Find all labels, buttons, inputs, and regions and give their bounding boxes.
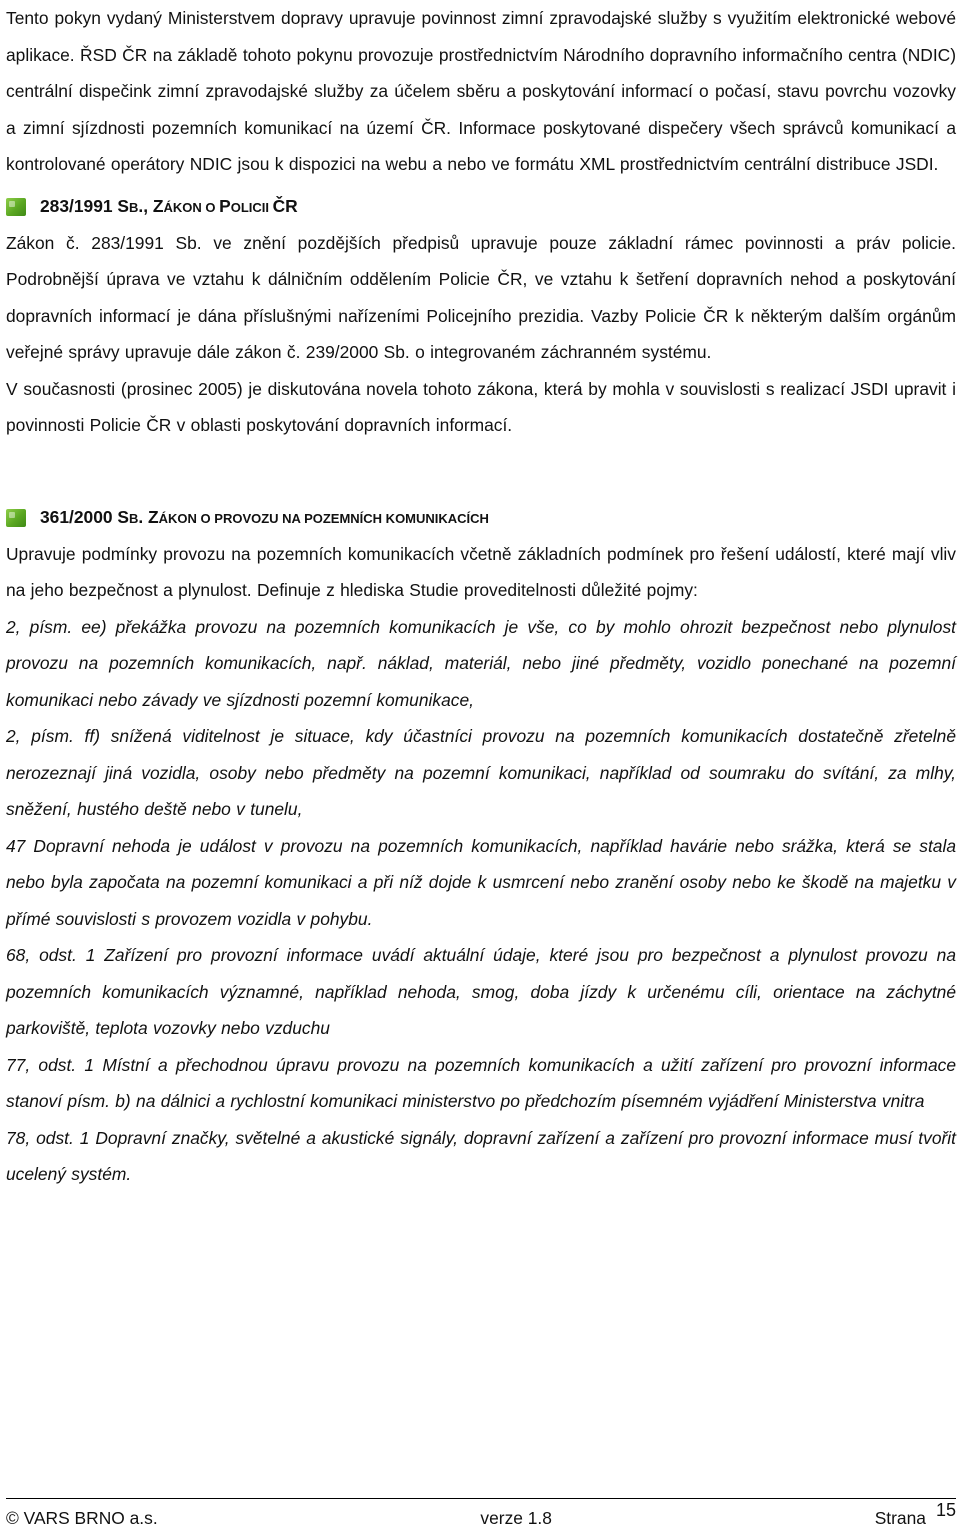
definition-item: 47 Dopravní nehoda je událost v provozu na pozemních komunikacích, například havárie nebo srážka, která se stala nebo byla započata na pozemní komunikaci a při níž dojde k usmrcení nebo zranění osoby nebo ke škodě na majetku v přímé souvislosti s provozem vozidla v pohybu. [6,835,956,929]
document-page [6,0,956,1193]
definition-item: 78, odst. 1 Dopravní značky, světelné a akustické signály, dopravní zařízení a zařízení pro provozní informace musí tvořit ucelený systém. [6,1127,956,1184]
section-heading-361-2000 [6,500,956,536]
intro-paragraph: Tento pokyn vydaný Ministerstvem dopravy upravuje povinnost zimní zpravodajské služby s využitím elektronické webové aplikace. ŘSD ČR na základě tohoto pokynu provozuje prostřednictvím Národního dopravního informačního centra (NDIC) centrální dispečink zimní zpravodajské služby za účelem sběru a poskytování informací o počasí, stavu povrchu vozovky a zimní sjízdnosti pozemních komunikací na území ČR. Informace poskytované dispečery všech správců komunikací a kontrolované operátory NDIC jsou k dispozici na webu a nebo ve formátu XML prostřednictvím centrální distribuce JSDI. [6,8,956,174]
section-title: 361/2000 SB. ZÁKON O PROVOZU NA POZEMNÍCH KOMUNIKACÍCH [40,507,489,527]
section1-paragraph-1: Zákon č. 283/1991 Sb. ve znění pozdějších předpisů upravuje pouze základní rámec povinnosti a práv policie. Podrobnější úprava ve vztahu k dálničním oddělením Policie ČR, ve vztahu k šetření dopravních nehod a poskytování dopravních informací je dána příslušnými nařízeními Policejního prezidia. Vazby Policie ČR k některým dalším orgánům veřejné správy upravuje dále zákon č. 239/2000 Sb. o integrovaném záchranném systému. [6,232,956,362]
green-square-bullet-icon [6,198,26,216]
section2-intro-paragraph: Upravuje podmínky provozu na pozemních komunikacích včetně základních podmínek pro řešení událostí, které mají vliv na jeho bezpečnost a plynulost. Definuje z hlediska Studie proveditelnosti důležité pojmy: [6,543,956,600]
section-title: 283/1991 SB., ZÁKON O POLICII ČR [40,196,298,216]
footer-company: © VARS BRNO a.s. [6,1508,158,1528]
footer-version: verze 1.8 [480,1508,552,1528]
page-footer [6,1498,956,1529]
definition-item: 68, odst. 1 Zařízení pro provozní informace uvádí aktuální údaje, které jsou pro bezpečnost a plynulost provozu na pozemních komunikacích významné, například nehoda, smog, doba jízdy k určenému cíli, orientace na záchytné parkoviště, teplota vozovky nebo vzduchu [6,945,956,1038]
section-heading-283-1991 [6,189,956,225]
footer-page: Strana $^{15}$ [874,1500,956,1528]
definition-item: 2, písm. ee) překážka provozu na pozemních komunikacích je vše, co by mohlo ohrozit bezpečnost nebo plynulost provozu na pozemních komunikacích, např. náklad, materiál, nebo jiné předměty, vozidlo ponechané na pozemní komunikaci nebo závady ve sjízdnosti pozemní komunikace, [6,616,956,710]
definition-item: 2, písm. ff) snížená viditelnost je situace, kdy účastníci provozu na pozemních komunikacích dostatečně zřetelně nerozeznají jiná vozidla, osoby nebo předměty na pozemní komunikaci, například od soumraku do svítání, za mlhy, sněžení, hustého deště nebo v tunelu, [6,726,956,819]
page-number: 15 [935,1500,956,1520]
definition-item: 77, odst. 1 Místní a přechodnou úpravu provozu na pozemních komunikacích a užití zařízení pro provozní informace stanoví písm. b) na dálnici a rychlostní komunikaci ministerstvo po předchozím písemném vyjádření Ministerstva vnitra [6,1054,956,1111]
section1-paragraph-2: V současnosti (prosinec 2005) je diskutována novela tohoto zákona, která by mohla v souvislosti s realizací JSDI upravit i povinnosti Policie ČR v oblasti poskytování dopravních informací. [6,378,956,435]
green-square-bullet-icon [6,509,26,527]
